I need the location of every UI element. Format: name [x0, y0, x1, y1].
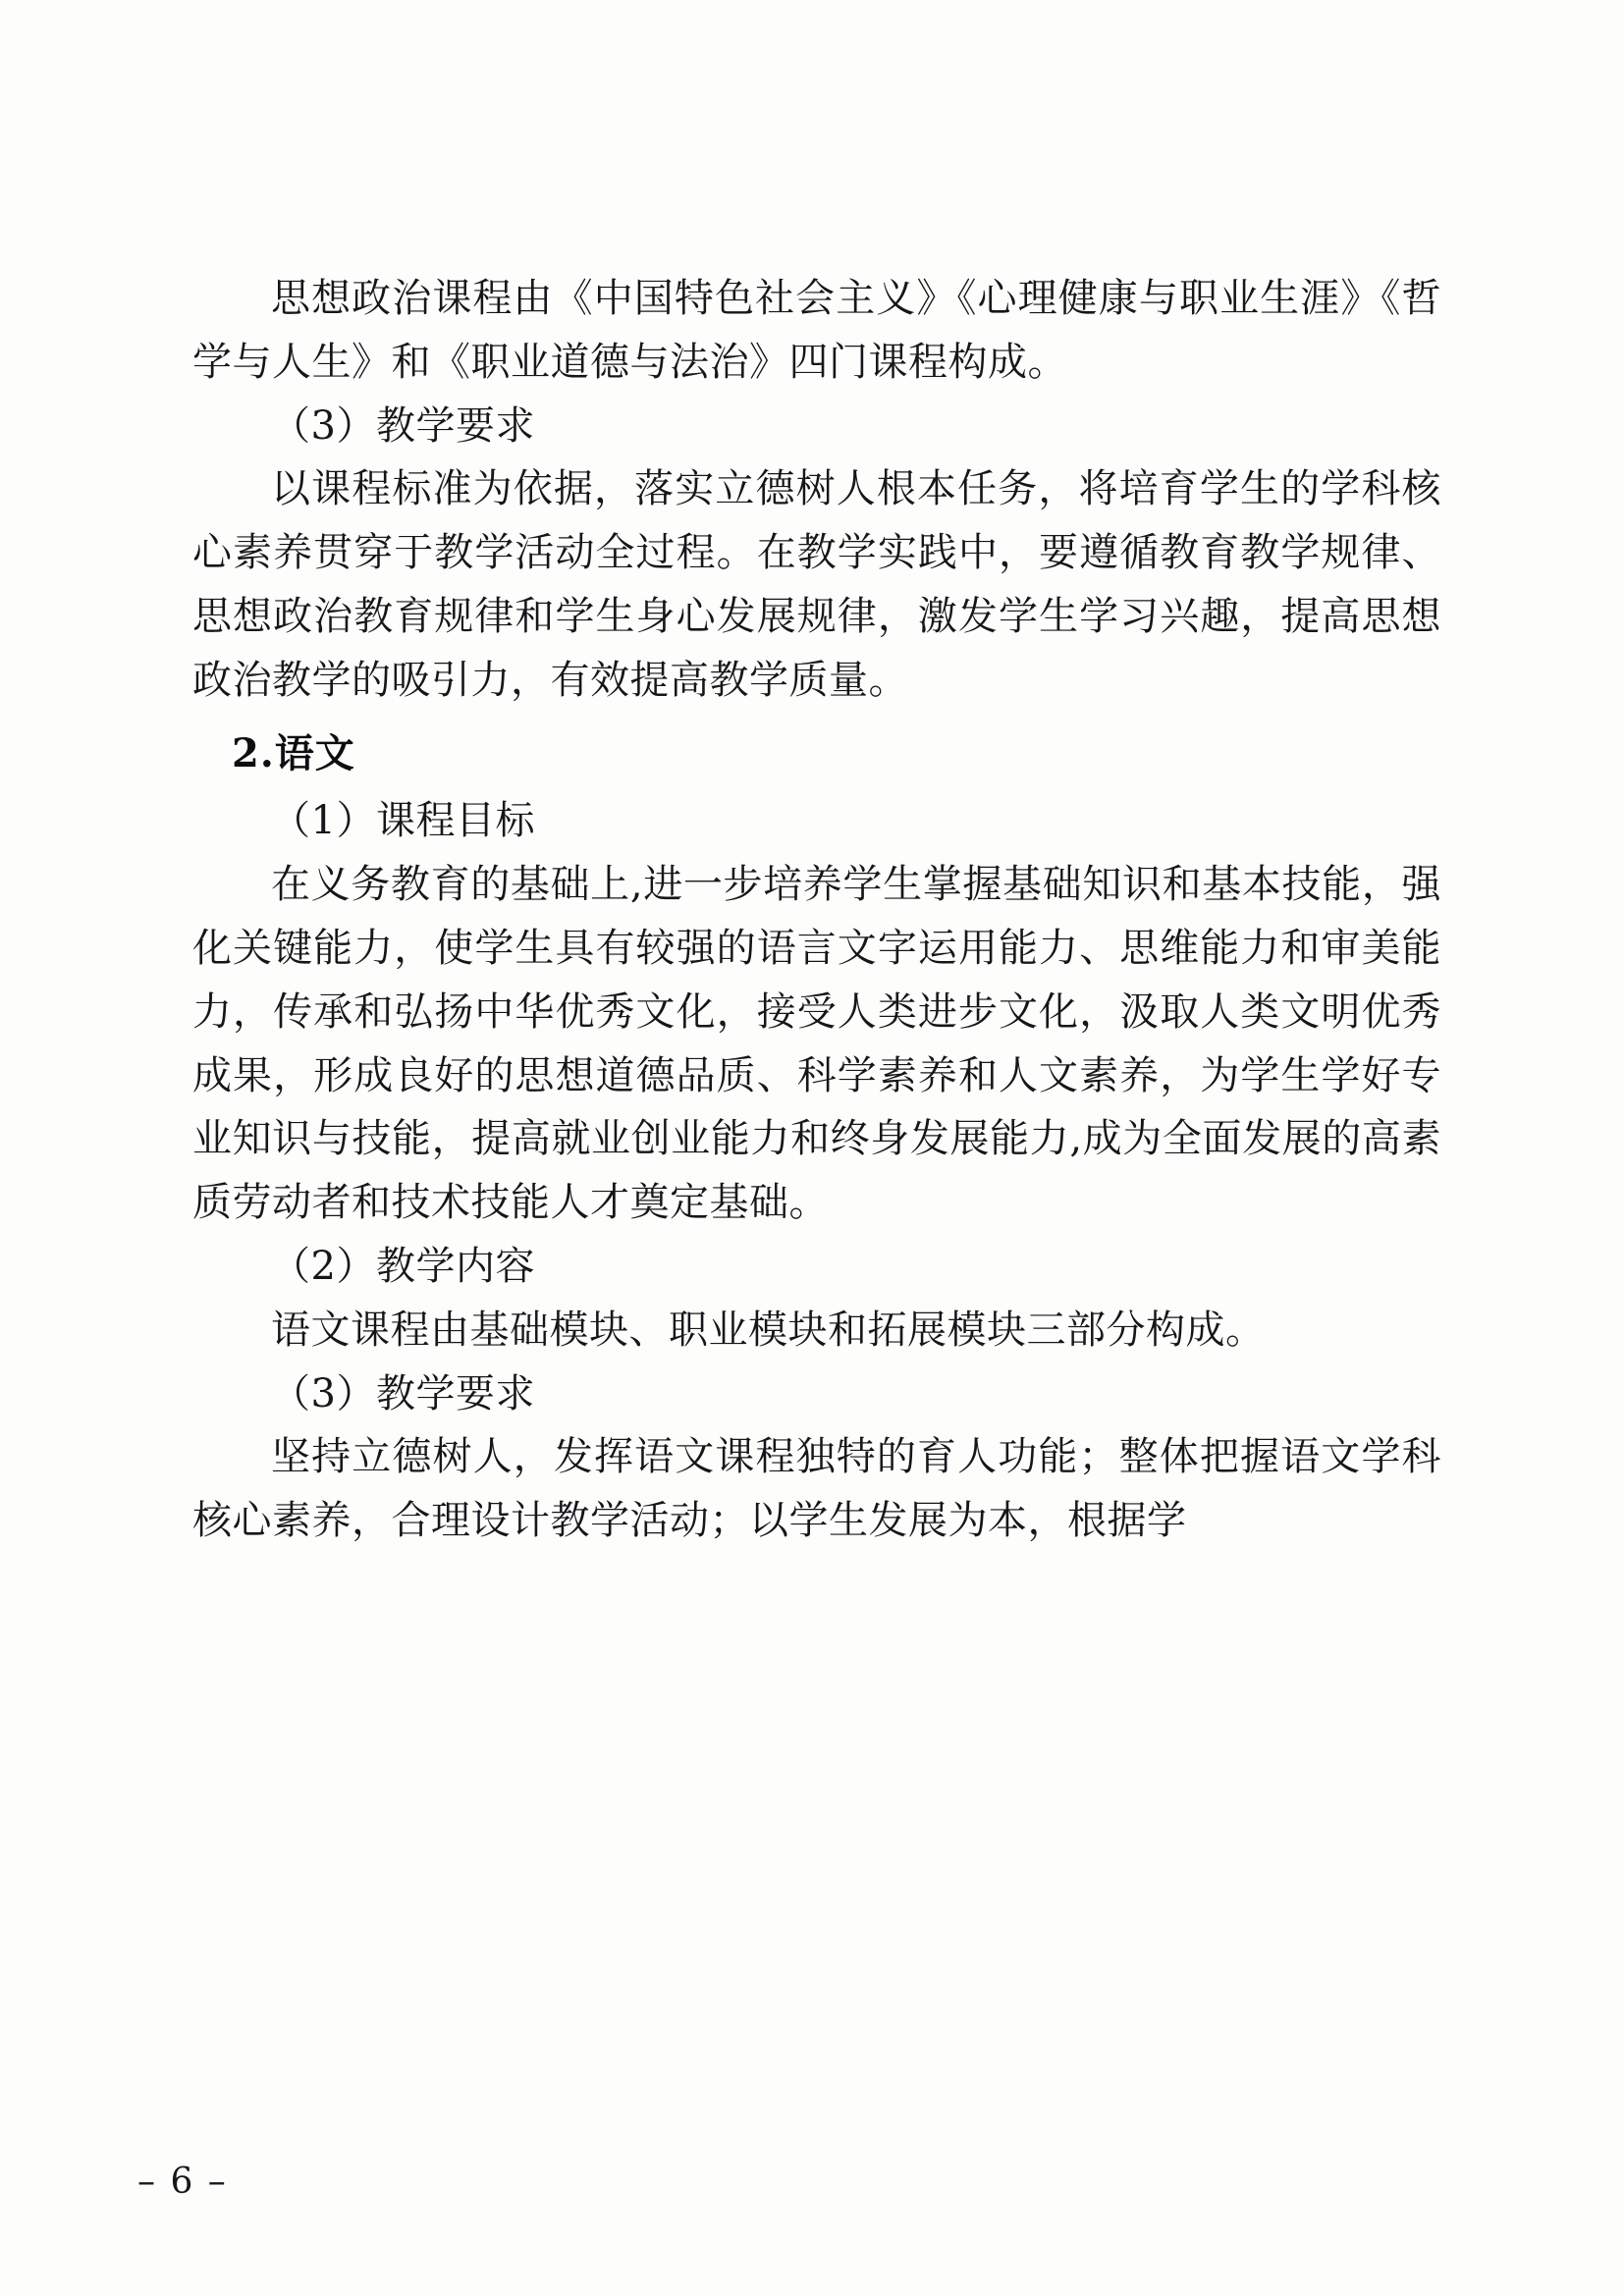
- paragraph-sizheng-content: 思想政治课程由《中国特色社会主义》《心理健康与职业生涯》《哲学与人生》和《职业道德与法治》四门课程构成。: [192, 276, 1441, 385]
- paragraph-teaching-requirements-2: 坚持立德树人，发挥语文课程独特的育人功能；整体把握语文学科核心素养，合理设计教学活动；以学生发展为本，根据学: [192, 1434, 1441, 1544]
- page-number: – 6 –: [137, 2162, 228, 2202]
- subheading-teaching-requirements-2: （3）教学要求: [271, 1370, 535, 1416]
- heading-yuwen: 2.语文: [232, 729, 355, 776]
- paragraph-teaching-requirements-1: 以课程标准为依据，落实立德树人根本任务，将培育学生的学科核心素养贯穿于教学活动全过程。在教学实践中，要遵循教育教学规律、思想政治教育规律和学生身心发展规律，激发学生学习兴趣，提高思想政治教学的吸引力，有效提高教学质量。: [192, 466, 1441, 703]
- paragraph-course-objectives: 在义务教育的基础上,进一步培养学生掌握基础知识和基本技能，强化关键能力，使学生具有较强的语言文字运用能力、思维能力和审美能力，传承和弘扬中华优秀文化，接受人类进步文化，汲取人类文明优秀成果，形成良好的思想道德品质、科学素养和人文素养，为学生学好专业知识与技能，提高就业创业能力和终身发展能力,成为全面发展的高素质劳动者和技术技能人才奠定基础。: [192, 862, 1441, 1226]
- page-body: [192, 267, 1441, 1553]
- subheading-course-objectives: （1）课程目标: [271, 798, 535, 844]
- subheading-teaching-requirements-1: （3）教学要求: [271, 402, 535, 449]
- paragraph-teaching-content: 语文课程由基础模块、职业模块和拓展模块三部分构成。: [271, 1307, 1266, 1353]
- subheading-teaching-content: （2）教学内容: [271, 1243, 535, 1289]
